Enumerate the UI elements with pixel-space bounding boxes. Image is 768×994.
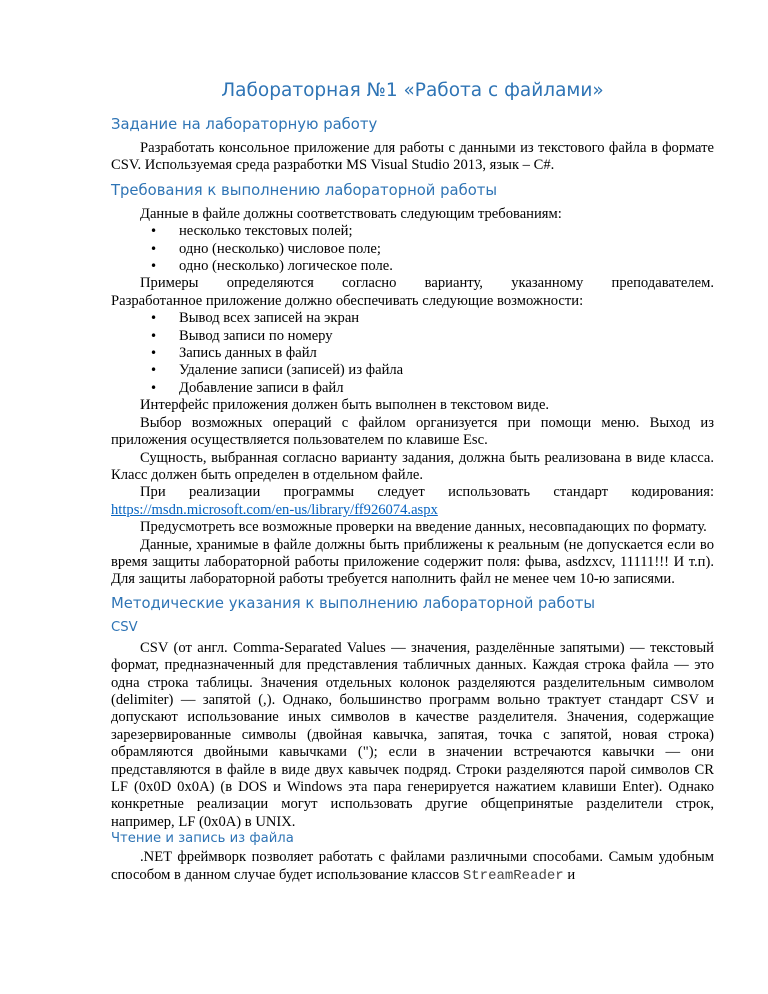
- subheading-csv: CSV: [111, 619, 138, 635]
- subheading-read-write: Чтение и запись из файла: [111, 831, 294, 847]
- field-requirements-list: [111, 223, 714, 275]
- list-item: • Добавление записи в файл: [166, 380, 714, 397]
- read-write-paragraph: [111, 849, 714, 885]
- variant-paragraph: Примеры определяются согласно варианту, указанному преподавателем.: [140, 275, 714, 292]
- list-item: • Вывод записи по номеру: [166, 328, 714, 345]
- list-item: • Вывод всех записей на экран: [166, 310, 714, 327]
- task-paragraph: Разработать консольное приложение для работы с данными из текстового файла в формате CSV. Используемая среда разработки MS Visual Studio 2013, язык – C#.: [111, 140, 714, 174]
- list-item: • одно (несколько) числовое поле;: [166, 241, 714, 258]
- list-item: • Запись данных в файл: [166, 345, 714, 362]
- requirements-intro: Данные в файле должны соответствовать следующим требованиям:: [140, 205, 562, 222]
- code-streamreader: StreamReader: [462, 867, 564, 884]
- document-title: Лабораторная №1 «Работа с файлами»: [221, 80, 604, 101]
- class-paragraph: Сущность, выбранная согласно варианту задания, должна быть реализована в виде класса. Класс должен быть определен в отдельном файле.: [111, 449, 714, 483]
- interface-paragraph: Интерфейс приложения должен быть выполнен в текстовом виде.: [140, 397, 550, 414]
- list-item: • несколько текстовых полей;: [166, 223, 714, 240]
- csv-paragraph: CSV (от англ. Comma-Separated Values — значения, разделённые запятыми) — текстовый формат, предназначенный для представления табличных данных. Каждая строка файла — это одна строка таблицы. Значения отдельных колонок разделяются разделительным символом (delimiter) — запятой (,). Однако, большинство программ вольно трактует стандарт CSV и допускают использование иных символов в качестве разделителя. Значения, содержащие зарезервированные символы (двойная кавычка, запятая, точка с запятой, новая строка) обрамляются двойными кавычками ("); если в значении встречаются кавычки — они представляются в файле в виде двух кавычек подряд. Строки разделяются парой символов CR LF (0x0D 0x0A) (в DOS и Windows эта пара генерируется нажатием клавиши Enter). Однако конкретные реализации могут использовать другие общепринятые разделители строк, например, LF (0x0A) в UNIX.: [111, 639, 714, 830]
- menu-paragraph: Выбор возможных операций с файлом организуется при помощи меню. Выход из приложения осуществляется пользователем по клавише Esc.: [111, 414, 714, 449]
- data-paragraph: Данные, хранимые в файле должны быть приближены к реальным (не допускается если во время защиты лабораторной работы приложение содержит поля: фыва, asdzxcv, 11111!!! И т.п). Для защиты лабораторной работы требуется наполнить файл не менее чем 10-ю записями.: [111, 536, 714, 588]
- list-item: • одно (несколько) логическое поле.: [166, 258, 714, 275]
- section-heading-requirements: Требования к выполнению лабораторной работы: [111, 181, 498, 199]
- checks-paragraph: Предусмотреть все возможные проверки на введение данных, несовпадающих по формату.: [140, 519, 707, 536]
- features-intro: Разработанное приложение должно обеспечивать следующие возможности:: [111, 292, 584, 309]
- coding-paragraph: При реализации программы следует использовать стандарт кодирования:: [140, 484, 714, 501]
- section-heading-task: Задание на лабораторную работу: [111, 116, 378, 133]
- features-list: [111, 310, 714, 397]
- coding-standard-link[interactable]: https://msdn.microsoft.com/en-us/library/ff926074.aspx: [111, 501, 438, 518]
- section-heading-methods: Методические указания к выполнению лабораторной работы: [111, 594, 595, 612]
- read-write-text: .NET фреймворк позволяет работать с файлами различными способами. Самым удобным способом в данном случае будет использование классов: [111, 849, 714, 883]
- list-item: • Удаление записи (записей) из файла: [166, 362, 714, 379]
- read-write-text-end: и: [567, 866, 576, 883]
